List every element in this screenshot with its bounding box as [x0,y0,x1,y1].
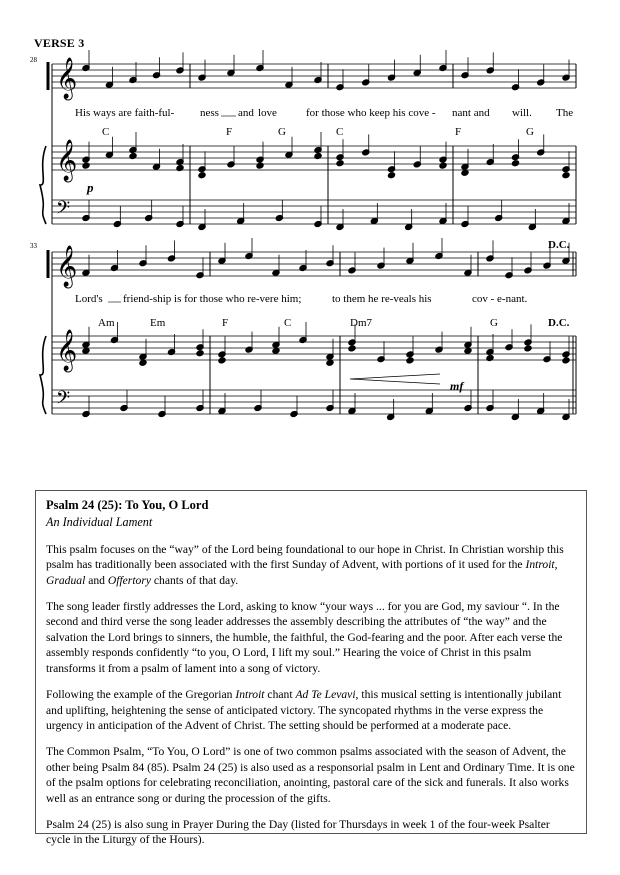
lyric: His ways are faith-ful- [75,107,175,119]
notes-paragraph [46,542,576,588]
notes-paragraph: The Common Psalm, “To You, O Lord” is one of two common psalms associated with the season of Advent, the other being Psalm 84 (85). Psalm 24 (25) is also used as a responsorial psalm in Lent and Ordinary Time. It is one of the psalm options for celebrating reconciliation, anointing, pastoral care of the sick and funerals. It also works well as an entrance song or during the procession of the gifts. [46,745,575,805]
chord-symbol: F [226,126,233,138]
chord-symbol: C [102,126,110,138]
measure-number: 33 [30,242,37,250]
dynamic-marking: mf [450,379,464,393]
notes-title: Psalm 24 (25): To You, O Lord [46,498,209,512]
notes-subtitle: An Individual Lament [46,514,153,529]
lyric: to them he re-veals his [332,293,432,305]
chord-symbol: C [284,317,292,329]
piano-brace [40,336,46,414]
chord-symbol: Am [98,317,115,329]
treble-clef-icon: 𝄞 [56,330,78,371]
chord-symbol: Dm7 [350,317,372,329]
chord-symbol: Em [150,317,166,329]
measure-number: 28 [30,56,37,64]
piano-brace [40,146,46,224]
notehead [387,172,395,179]
notehead [196,350,204,357]
notehead [511,160,519,167]
dynamic-marking: p [87,180,94,195]
treble-clef-icon: 𝄞 [56,140,78,181]
chord-symbol: G [278,126,286,138]
notes-paragraph [46,687,576,733]
crescendo-hairpin [350,374,440,384]
system-brackets [40,62,52,414]
dc-marking: D.C. [548,239,570,251]
text-segment: Introit, Gradual [46,558,558,587]
lyric: will. [512,107,532,119]
chord-symbol: C [336,126,344,138]
dc-marking-piano: D.C. [548,317,570,329]
text-segment: Offertory [107,573,151,587]
lyric: love [258,107,277,119]
text-segment: , this musical setting is intentionally jubilant and uplifting, heightening the sense of anticipated victory. The syncopated rhythms in the verse express the urgency in anticipation of the Advent of Christ. The setting should be performed at a moderate pace. [46,688,562,732]
text-segment: Ad Te Levavi [295,688,356,702]
psalm-notes [35,490,587,847]
chord-symbol: G [490,317,498,329]
verse-label: VERSE 3 [34,36,85,50]
notehead [562,172,570,179]
lyric: Lord's [75,293,103,305]
notehead [218,357,226,364]
treble-clef-icon: 𝄞 [56,58,78,99]
notehead [336,160,344,167]
bass-clef-icon: 𝄢 [56,388,71,413]
notes [82,50,570,421]
bass-clef-icon: 𝄢 [56,198,71,223]
treble-clef-icon: 𝄞 [56,246,78,287]
notehead [562,357,570,364]
lyric: nant and [452,107,490,119]
notehead [524,345,532,352]
lyric: ness [200,107,219,119]
text-segment: chant [264,688,296,702]
notehead [406,357,414,364]
notehead [82,162,90,169]
text-segment: Following the example of the Gregorian [46,688,236,702]
text-segment: This psalm focuses on the “way” of the Lord being foundational to our hope in Christ. In Christian worship this psalm has traditionally been associated with the first Sunday of Advent, with portions of it used for the [46,542,564,572]
notehead [348,345,356,352]
notehead [486,354,494,361]
notehead [314,152,322,159]
lyric: cov - e-nant. [472,293,528,305]
notes-paragraph: Psalm 24 (25) is also sung in Prayer During the Day (listed for Thursdays in week 1 of the four-week Psalter cycle in the Liturgy of the Hours). [46,817,550,847]
notehead [198,172,206,179]
text-segment: and [85,573,108,587]
text-segment: Introit [235,688,265,702]
chord-symbol: G [526,126,534,138]
text-segment: chants of that day. [151,573,239,587]
lyric: for those who keep his cove - [306,107,436,119]
lyric: friend-ship is for those who re-vere him; [123,293,302,305]
lyric: The [556,107,574,119]
notes-paragraph: The song leader firstly addresses the Lord, asking to know “your ways ... for you are God, my saviour “. In the second and third verse the song leader addresses the assembly describing the attributes of “the way” and the salvation the Lord brings to sinners, the humble, the faithful, the God-fearing and the poor. After each verse the assembly responds confidently “to you, O Lord, I lift my soul.” Hearing the voice of Christ in this psalm transforms it from a psalm of lament into a song of victory. [46,600,563,675]
notehead [256,162,264,169]
notehead [129,152,137,159]
notehead [176,164,184,171]
notehead [439,162,447,169]
chord-symbol: F [455,126,462,138]
lyric: and [238,107,254,119]
chord-symbol: F [222,317,229,329]
